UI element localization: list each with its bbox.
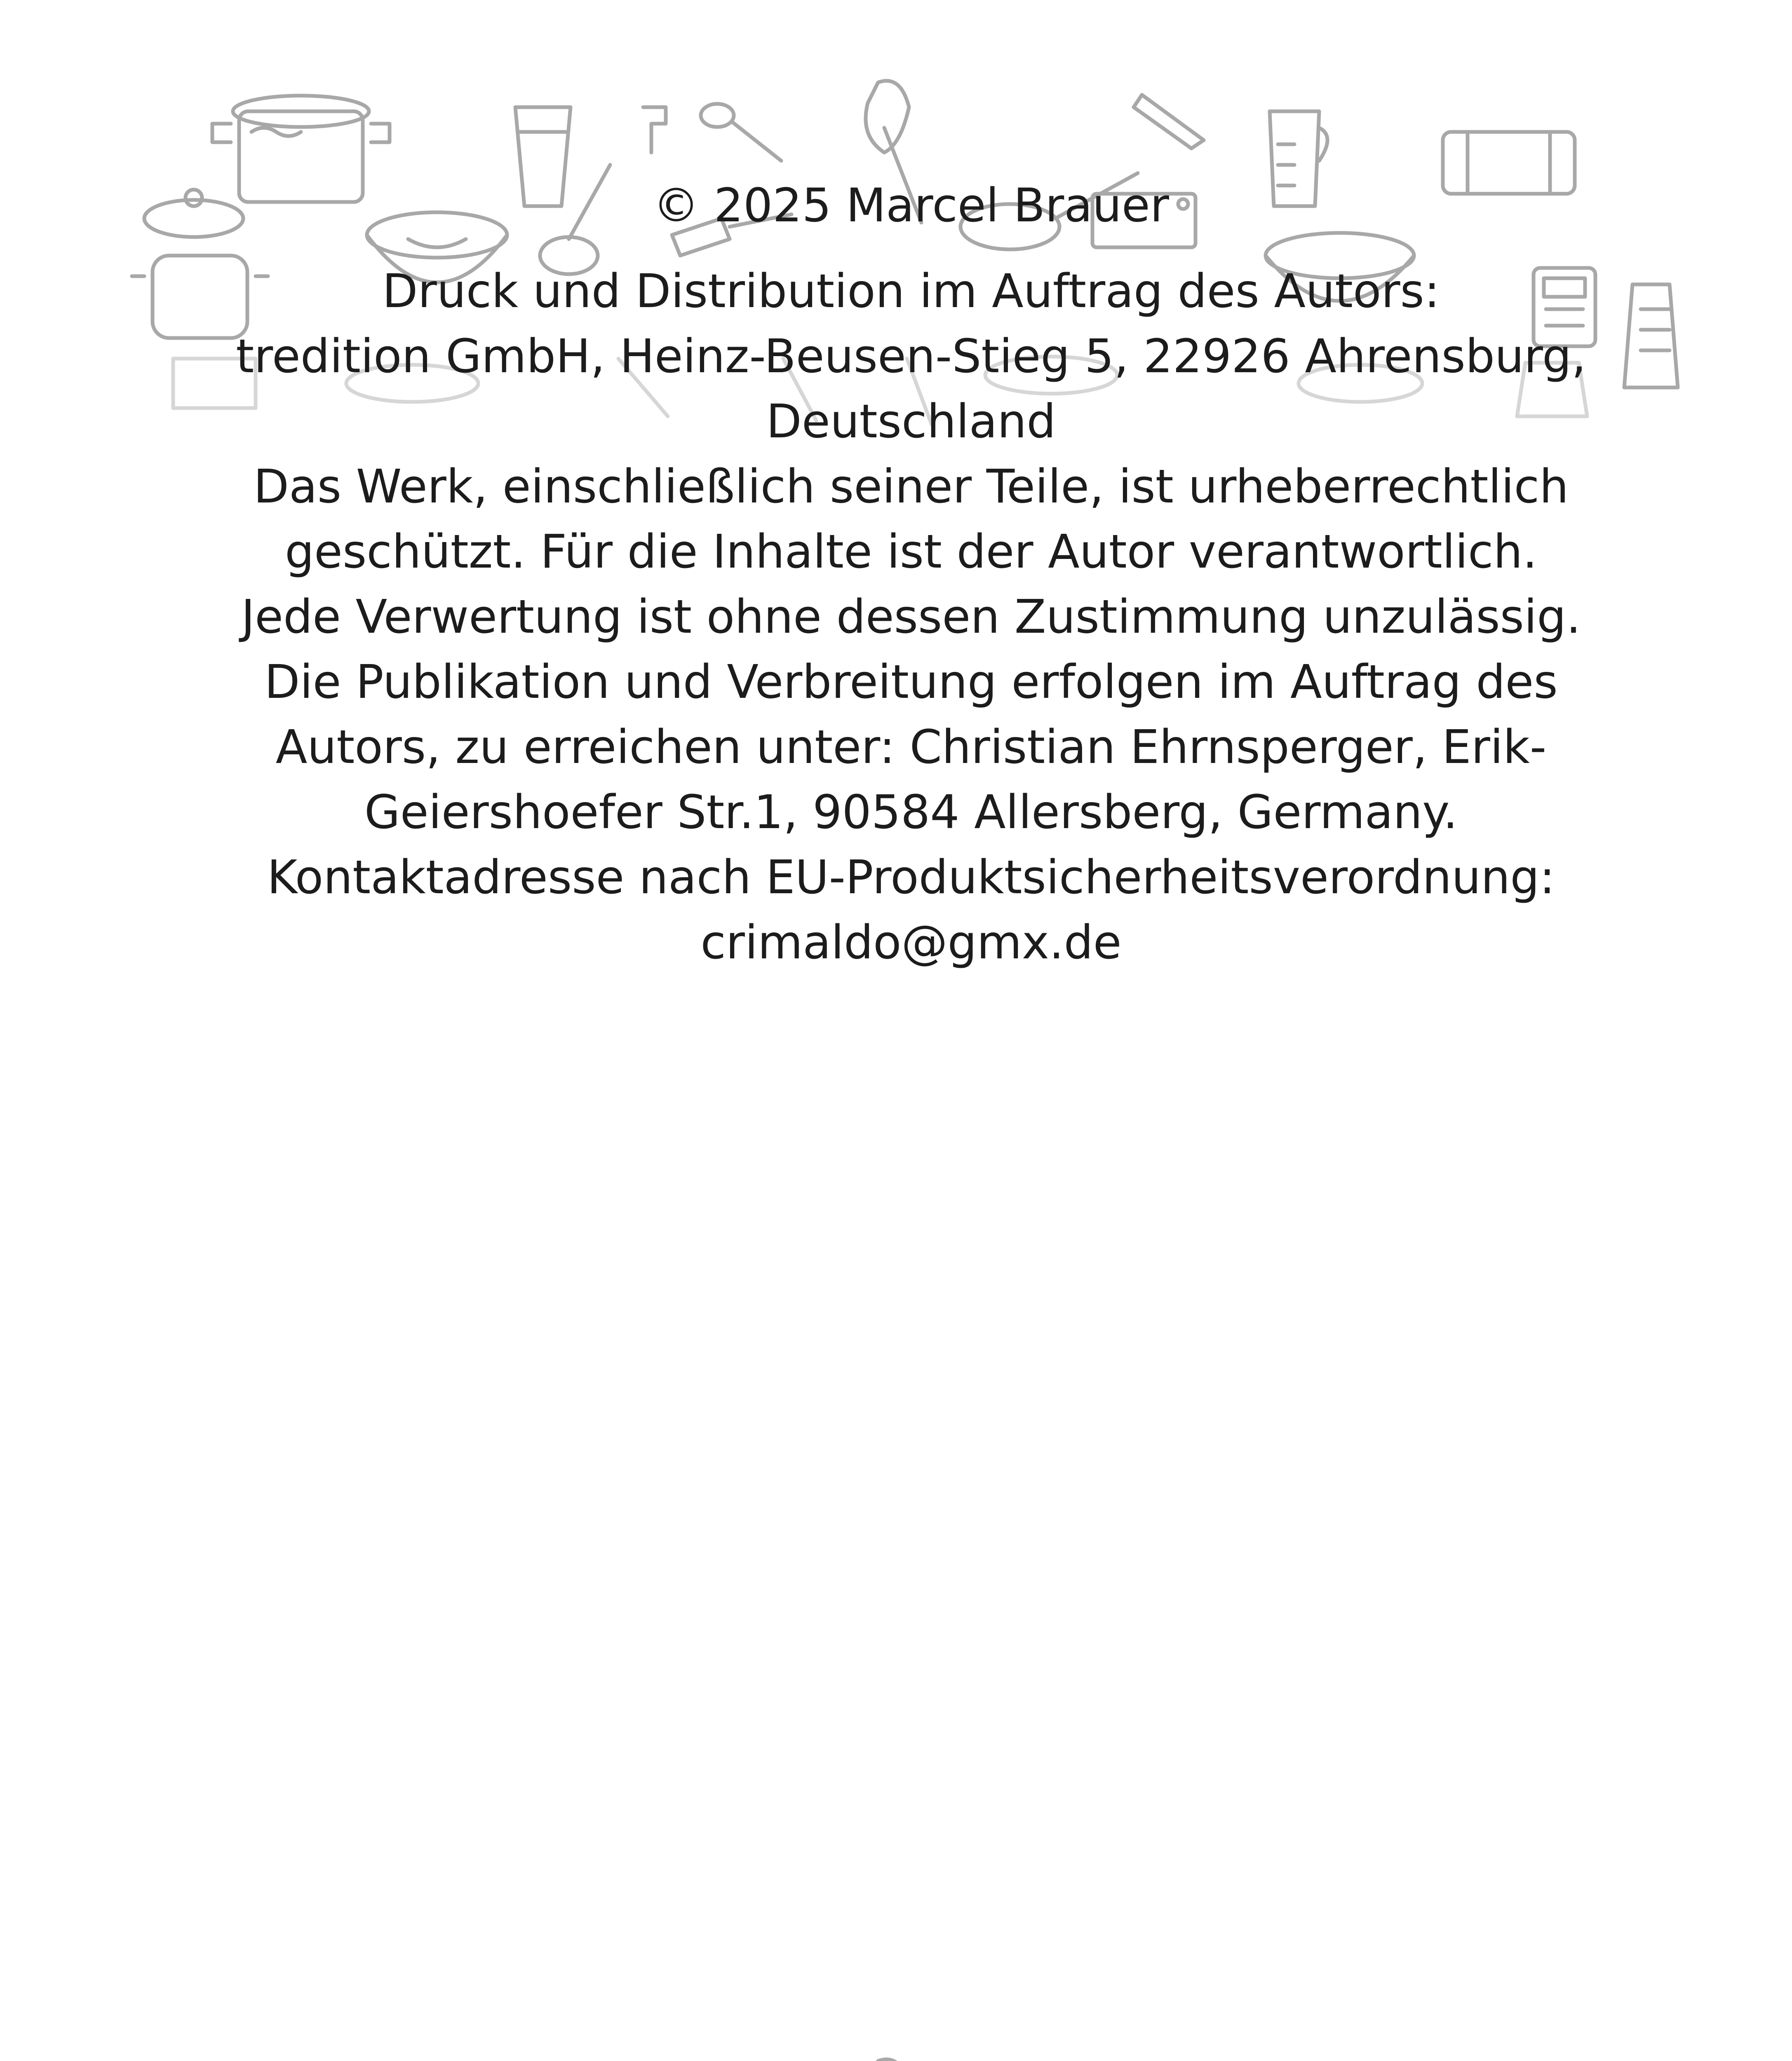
legal-notice: Das Werk, einschließlich seiner Teile, ist urheberrechtlich geschützt. Für die Inhalte ist der Autor verantwortlich. Jede Verwertung ist ohne dessen Zustimmung unzulässig. Die Publikation und Verbreitung erfolgen im Auftrag des Autors, zu erreichen unter: Christian Ehrnsperger, Erik-Geiershoefer Str.1, 90584 Allersberg, Germany. Kontaktadresse nach EU-Produktsicherheitsverordnung: crimaldo@gmx.de	[241, 460, 1581, 969]
spoon-icon	[701, 104, 781, 161]
publisher-country: Deutschland	[766, 395, 1056, 448]
kitchen-utensils-border-bottom	[0, 2053, 1792, 2061]
whisk-icon	[866, 2059, 921, 2061]
imprint-block	[231, 173, 1591, 975]
publisher-address: tredition GmbH, Heinz-Beusen-Stieg 5, 22926 Ahrensburg,	[236, 330, 1586, 383]
copyright-line: © 2025 Marcel Brauer	[653, 179, 1169, 232]
knife-icon	[1134, 95, 1204, 148]
hook-icon	[643, 107, 666, 153]
lid-icon	[144, 190, 243, 237]
grater-icon	[1624, 284, 1678, 387]
print-distribution-heading: Druck und Distribution im Auftrag des Autors:	[382, 265, 1440, 318]
